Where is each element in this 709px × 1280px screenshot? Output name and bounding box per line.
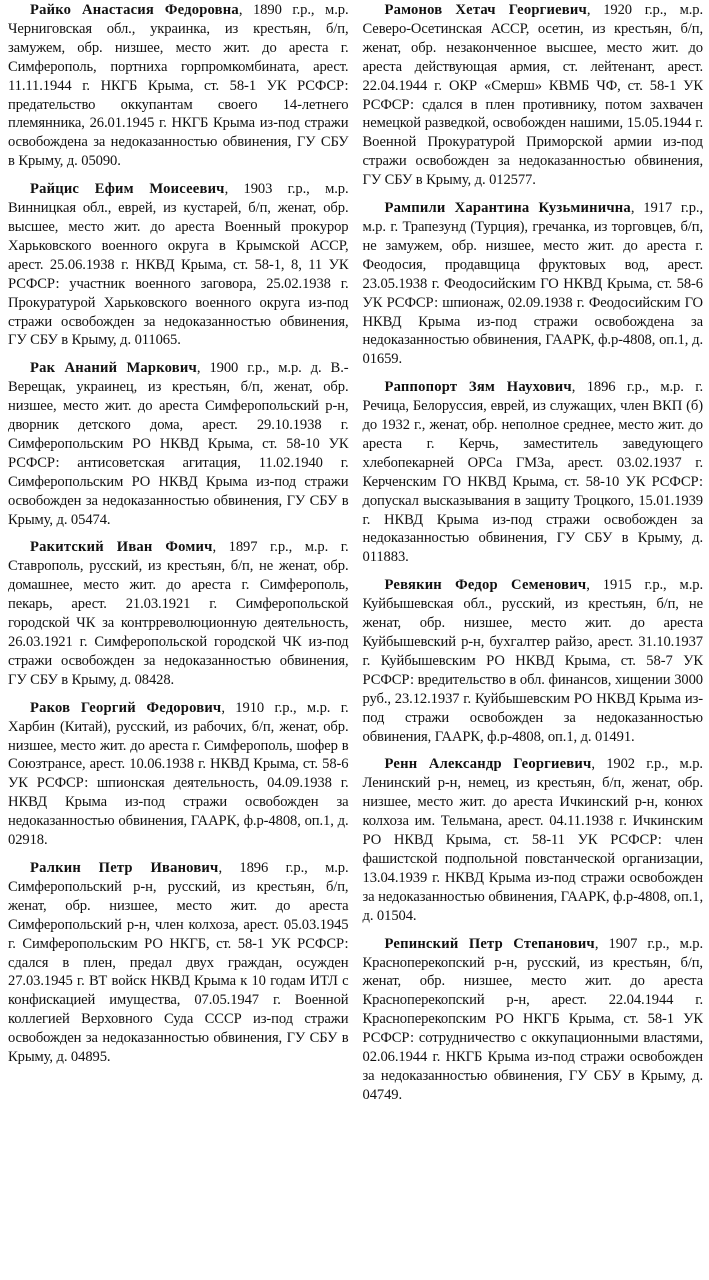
biography-entry [363,199,704,369]
entry-text: , 1903 г.р., м.р. Винницкая обл., еврей, из кустарей, б/п, женат, обр. высшее, место жит. до ареста Военный прокурор Харьковского военного округа в Крымской АССР, арест. 25.06.1938 г. НКВД Крыма, ст. 58-1, 8, 11 УК РСФСР: участник военного заговора, 25.02.1938 г. Прокуратурой Харьковского военного округа из-под стражи освобожден за недоказанностью обвинения, ГУ СБУ в Крыму, д. 011065. [8,181,349,349]
entry-text: , 1917 г.р., м.р. г. Трапезунд (Турция), гречанка, из торговцев, б/п, не замужем, обр. низшее, место жит. до ареста г. Феодосия, продавщица фруктовых вод, арест. 23.05.1938 г. Феодосийским ГО НКВД Крыма, ст. 58-6 УК РСФСР: шпионаж, 02.09.1938 г. Феодосийским ГО НКВД Крыма из-под стражи освобождена за недоказанностью обвинения, ГААРК, ф.р-4808, оп.1, д. 01659. [362,200,703,368]
person-name: Райцис Ефим Моисеевич [30,181,225,198]
biography-entry [363,755,704,925]
person-name: Ренн Александр Георгиевич [384,756,592,773]
person-name: Ревякин Федор Семенович [384,577,587,594]
person-name: Рак Ананий Маркович [30,360,197,377]
biography-entry [8,699,349,850]
entry-text: , 1920 г.р., м.р. Северо-Осетинская АССР, осетин, из крестьян, б/п, женат, обр. незаконченное высшее, место жит. до ареста действующая армия, ст. лейтенант, арест. 22.04.1944 г. ОКР «Смерш» КВМБ ЧФ, ст. 58-1 УК РСФСР: сдался в плен противнику, потом захвачен немецкой разведкой, освобожден нашими, 15.05.1944 г. Военной Прокуратурой Приморской армии из-под стражи освобожден за недоказанностью обвинения, ГУ СБУ в Крыму, д. 012577. [362,2,703,189]
person-name: Рампили Харантина Кузьминична [384,200,631,217]
entry-text: , 1907 г.р., м.р. Красноперекопский р-н, русский, из крестьян, б/п, женат, обр. низшее, место жит. до ареста Красноперекопский р-н, арест. 22.04.1944 г. Красноперекопским РО НКГБ Крыма, ст. 58-1 УК РСФСР: сотрудничество с оккупационными властями, 02.06.1944 г. НКГБ Крыма из-под стражи освобожден за недоказанностью обвинения, ГУ СБУ в Крыму, д. 04749. [362,935,703,1103]
person-name: Ралкин Петр Иванович [30,859,219,876]
person-name: Репинский Петр Степанович [384,935,595,952]
entry-text: , 1896 г.р., м.р. г. Речица, Белоруссия, еврей, из служащих, член ВКП (б) до 1932 г., женат, обр. неполное среднее, место жит. до ареста г. Керчь, заместитель заведующего хлебопекарней ОРСа ГМЗа, арест. 03.02.1937 г. Керченским ГО НКВД Крыма, ст. 58-10 УК РСФСР: допускал высказывания в защиту Троцкого, 15.01.1939 г. НКВД Крыма из-под стражи освобожден за недоказанностью обвинения, ГУ СБУ в Крыму, д. 011883. [362,379,703,566]
biography-entry [363,935,704,1105]
entry-text: , 1896 г.р., м.р. Симферопольский р-н, русский, из крестьян, б/п, женат, обр. низшее, место жит. до ареста Симферопольский р-н, член колхоза, арест. 05.03.1945 г. Симферопольским РО НКГБ, ст. 58-1 УК РСФСР: сдался в плен, предал двух граждан, осужден 27.03.1945 г. ВТ войск НКВД Крыма к 10 годам ИТЛ с конфискацией имущества, 07.05.1947 г. Военной коллегией Верховного Суда СССР из-под стражи освобожден за недоказанностью обвинения, ГУ СБУ в Крыму, д. 04895. [8,859,349,1066]
entry-text: , 1900 г.р., м.р. д. В.-Верещак, украинец, из крестьян, б/п, женат, обр. низшее, место жит. до ареста Симферопольский р-н, дворник детского дома, арест. 29.10.1938 г. Симферопольским РО НКВД Крыма, ст. 58-10 УК РСФСР: антисоветская агитация, 11.02.1940 г. Симферопольским РО НКВД Крыма из-под стражи освобожден за недоказанностью обвинения, ГУ СБУ в Крыму, д. 05474. [8,360,349,528]
biography-entry [363,1,704,190]
person-name: Ракитский Иван Фомич [30,539,213,556]
person-name: Раков Георгий Федорович [30,699,222,716]
biography-entry [8,180,349,350]
person-name: Рамонов Хетач Георгиевич [384,2,587,18]
entry-text: , 1915 г.р., м.р. Куйбышевская обл., русский, из крестьян, б/п, не женат, обр. низшее, место жит. до ареста Куйбышевский р-н, бухгалтер райзо, арест. 31.10.1937 г. Куйбышевским РО НКВД Крыма, ст. 58-7 УК РСФСР: вредительство в обл. финансов, хищении 3000 руб., 23.12.1937 г. Куйбышевским РО НКВД Крыма из-под стражи освобожден за недоказанностью обвинения, ГААРК, ф.р-4808, оп.1, д. 01491. [362,577,703,745]
entry-text: , 1910 г.р., м.р. г. Харбин (Китай), русский, из рабочих, б/п, женат, обр. низшее, место жит. до ареста г. Симферополь, шофер в Союзтрансе, арест. 10.06.1938 г. НКВД Крыма, ст. 58-6 УК РСФСР: шпионская деятельность, 04.09.1938 г. НКВД Крыма из-под стражи освобожден за недоказанностью обвинения, ГААРК, ф.р-4808, оп.1, д. 02918. [8,699,349,849]
entry-text: , 1902 г.р., м.р. Ленинский р-н, немец, из крестьян, б/п, женат, обр. низшее, место жит. до ареста Ичкинский р-н, конюх колхоза им. Тельмана, арест. 04.11.1938 г. Ичкинским РО НКВД Крыма, ст. 58-11 УК РСФСР: член фашистской подпольной повстанческой организации, 13.04.1939 г. НКВД Крыма из-под стражи освобожден за недоказанностью обвинения, ГААРК, ф.р-4808, оп.1, д. 01504. [362,756,703,924]
entry-text: , 1890 г.р., м.р. Черниговская обл., украинка, из крестьян, б/п, замужем, обр. низшее, место жит. до ареста г. Симферополь, портниха горпромкомбината, арест. 11.11.1944 г. НКГБ Крыма, ст. 58-1 УК РСФСР: предательство оккупантам своего 14-летнего племянника, 26.01.1945 г. НКГБ Крыма из-под стражи освобождена за недоказанностью обвинения, ГУ СБУ в Крыму, д. 05090. [8,2,349,170]
right-column [363,0,704,1280]
biography-entry [363,378,704,567]
person-name: Райко Анастасия Федоровна [30,2,239,18]
biography-entry [8,538,349,689]
biography-entry [8,859,349,1067]
entry-text: , 1897 г.р., м.р. г. Ставрополь, русский, из крестьян, б/п, не женат, обр. домашнее, место жит. до ареста г. Симферополь, пекарь, арест. 21.03.1921 г. Симферопольской городской ЧК за контрреволюционную деятельность, 26.03.1921 г. Симферопольской городской ЧК из-под стражи освобожден за недоказанностью обвинения, ГУ СБУ в Крыму, д. 08428. [8,539,349,688]
person-name: Раппопорт Зям Наухович [384,379,572,396]
left-column [8,0,349,1280]
biography-entry [363,576,704,746]
biography-entry [8,1,349,171]
biography-entry [8,359,349,529]
